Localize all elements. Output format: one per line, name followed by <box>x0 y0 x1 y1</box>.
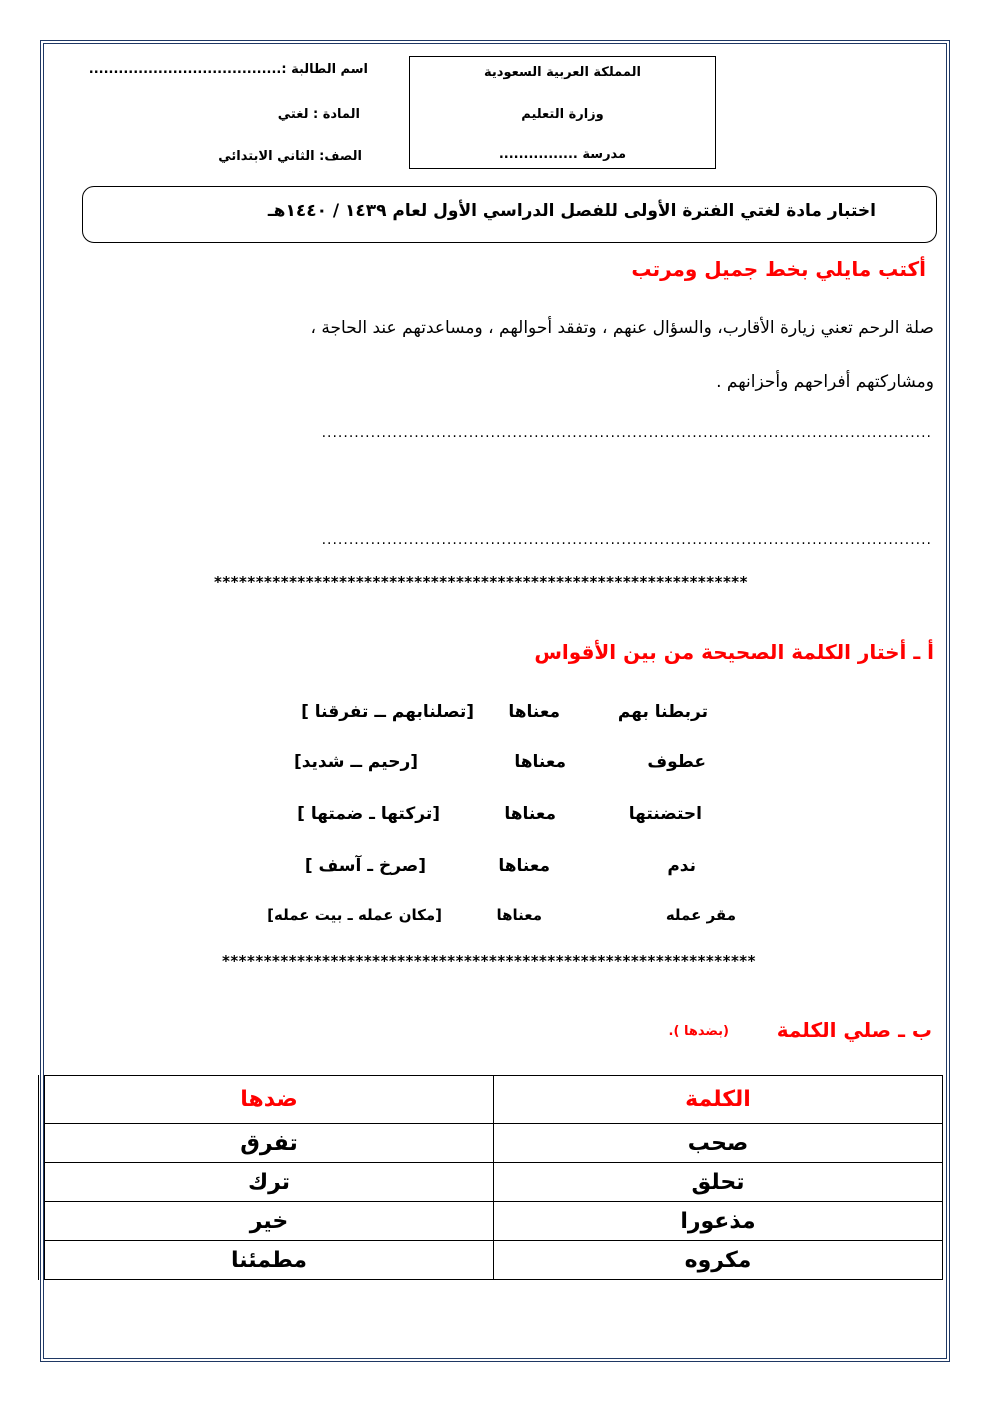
opposite-cell[interactable]: خير <box>45 1202 494 1241</box>
school-label: مدرسة ................ <box>498 147 627 162</box>
vocab-meaning-label: معناها <box>504 804 556 824</box>
word-cell[interactable]: صحب <box>494 1124 943 1163</box>
table-row <box>45 1202 943 1241</box>
vocab-word: مقر عمله <box>665 906 736 924</box>
table-row <box>45 1124 943 1163</box>
vocab-options[interactable]: [صرخ ـ آسف ] <box>304 856 426 876</box>
table-row <box>45 1241 943 1280</box>
vocab-meaning-label: معناها <box>508 702 560 722</box>
vocab-word: احتضنتها <box>628 804 702 824</box>
write-text-line1: صلة الرحم تعني زيارة الأقارب، والسؤال عنهم ، وتفقد أحوالهم ، ومساعدتهم عند الحاجة ، <box>310 318 934 338</box>
vocab-options[interactable]: [تركتها ـ ضمتها ] <box>297 804 440 824</box>
write-text-line2: ومشاركتهم أفراحهم وأحزانهم . <box>716 372 934 392</box>
column-header-opposite: ضدها <box>45 1076 494 1124</box>
opposite-cell[interactable]: تفرق <box>45 1124 494 1163</box>
exam-title: اختبار مادة لغتي الفترة الأولى للفصل الدراسي الأول لعام ١٤٣٩ / ١٤٤٠هـ <box>267 201 876 221</box>
ministry-box <box>409 56 716 169</box>
vocab-options[interactable]: [رحيم ــ شديد] <box>293 752 418 772</box>
kingdom-label: المملكة العربية السعودية <box>484 65 641 80</box>
word-cell[interactable]: تحلق <box>494 1163 943 1202</box>
vocab-options[interactable]: [تصلنابهم ــ تفرقنا ] <box>301 702 474 722</box>
table-left-rule <box>38 1075 39 1280</box>
word-cell[interactable]: مذعورا <box>494 1202 943 1241</box>
vocab-meaning-label: معناها <box>498 856 550 876</box>
vocab-options[interactable]: [مكان عمله ـ بيت عمله] <box>267 906 442 924</box>
writing-line-1[interactable]: ................................................................................................................ <box>321 425 932 441</box>
opposite-cell[interactable]: مطمئنا <box>45 1241 494 1280</box>
table-row <box>45 1163 943 1202</box>
grade-label: الصف: الثاني الابتدائي <box>218 149 362 164</box>
vocab-word: ندم <box>667 856 696 876</box>
opposite-cell[interactable]: ترك <box>45 1163 494 1202</box>
separator-1: **************************************************************** <box>213 573 748 591</box>
section-a-heading: أ ـ أختار الكلمة الصحيحة من بين الأقواس <box>534 640 934 664</box>
vocab-meaning-label: معناها <box>514 752 566 772</box>
writing-line-2[interactable]: ................................................................................................................ <box>321 532 932 548</box>
column-header-word: الكلمة <box>494 1076 943 1124</box>
write-heading: أكتب مايلي بخط جميل ومرتب <box>631 257 926 281</box>
exam-title-box <box>82 186 937 243</box>
antonyms-table <box>44 1075 943 1280</box>
vocab-word: عطوف <box>647 752 706 772</box>
table-header-row <box>45 1076 943 1124</box>
section-b-heading: ب ـ صلي الكلمة <box>776 1018 932 1042</box>
vocab-word: تربطنا بهم <box>617 702 708 722</box>
student-name-field: اسم الطالبة :....................................... <box>88 62 368 77</box>
separator-2: **************************************************************** <box>221 952 756 970</box>
ministry-label: وزارة التعليم <box>521 107 604 122</box>
subject-label: المادة : لغتي <box>277 107 360 122</box>
word-cell[interactable]: مكروه <box>494 1241 943 1280</box>
section-b-note: (بضدها ). <box>668 1024 729 1039</box>
vocab-meaning-label: معناها <box>496 906 542 924</box>
